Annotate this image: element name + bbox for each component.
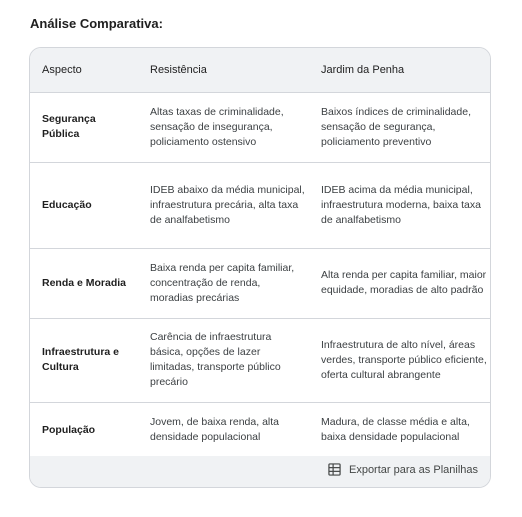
column-header-resistencia: Resistência [138, 48, 310, 92]
aspect-cell: Infraestrutura e Cultura [30, 318, 138, 402]
resistencia-cell: Carência de infraestrutura básica, opções de lazer limitadas, transporte público precário [138, 318, 310, 402]
table-row [30, 248, 491, 318]
export-to-sheets-button[interactable] [328, 463, 478, 476]
comparison-table [30, 48, 491, 459]
comparison-table-card [29, 47, 491, 488]
jardim-cell: Baixos índices de criminalidade, sensação de segurança, policiamento preventivo [310, 92, 491, 162]
aspect-cell: População [30, 402, 138, 458]
table-row [30, 162, 491, 248]
jardim-cell: IDEB acima da média municipal, infraestrutura moderna, baixa taxa de analfabetismo [310, 162, 491, 248]
table-header-row [30, 48, 491, 92]
aspect-cell: Educação [30, 162, 138, 248]
export-to-sheets-label: Exportar para as Planilhas [348, 463, 478, 476]
resistencia-cell: Baixa renda per capita familiar, concentração de renda, moradias precárias [138, 248, 310, 318]
aspect-cell: Renda e Moradia [30, 248, 138, 318]
aspect-cell: Segurança Pública [30, 92, 138, 162]
resistencia-cell: Altas taxas de criminalidade, sensação de insegurança, policiamento ostensivo [138, 92, 310, 162]
table-footer [30, 456, 490, 487]
table-row [30, 92, 491, 162]
jardim-cell: Infraestrutura de alto nível, áreas verdes, transporte público eficiente, oferta cultural abrangente [310, 318, 491, 402]
column-header-jardim-da-penha: Jardim da Penha [310, 48, 491, 92]
resistencia-cell: Jovem, de baixa renda, alta densidade populacional [138, 402, 310, 458]
column-header-aspecto: Aspecto [30, 48, 138, 92]
jardim-cell: Alta renda per capita familiar, maior equidade, moradias de alto padrão [310, 248, 491, 318]
table-row [30, 318, 491, 402]
section-heading: Análise Comparativa: [30, 16, 163, 31]
table-row [30, 402, 491, 458]
resistencia-cell: IDEB abaixo da média municipal, infraestrutura precária, alta taxa de analfabetismo [138, 162, 310, 248]
jardim-cell: Madura, de classe média e alta, baixa densidade populacional [310, 402, 491, 458]
spreadsheet-icon [328, 463, 341, 476]
